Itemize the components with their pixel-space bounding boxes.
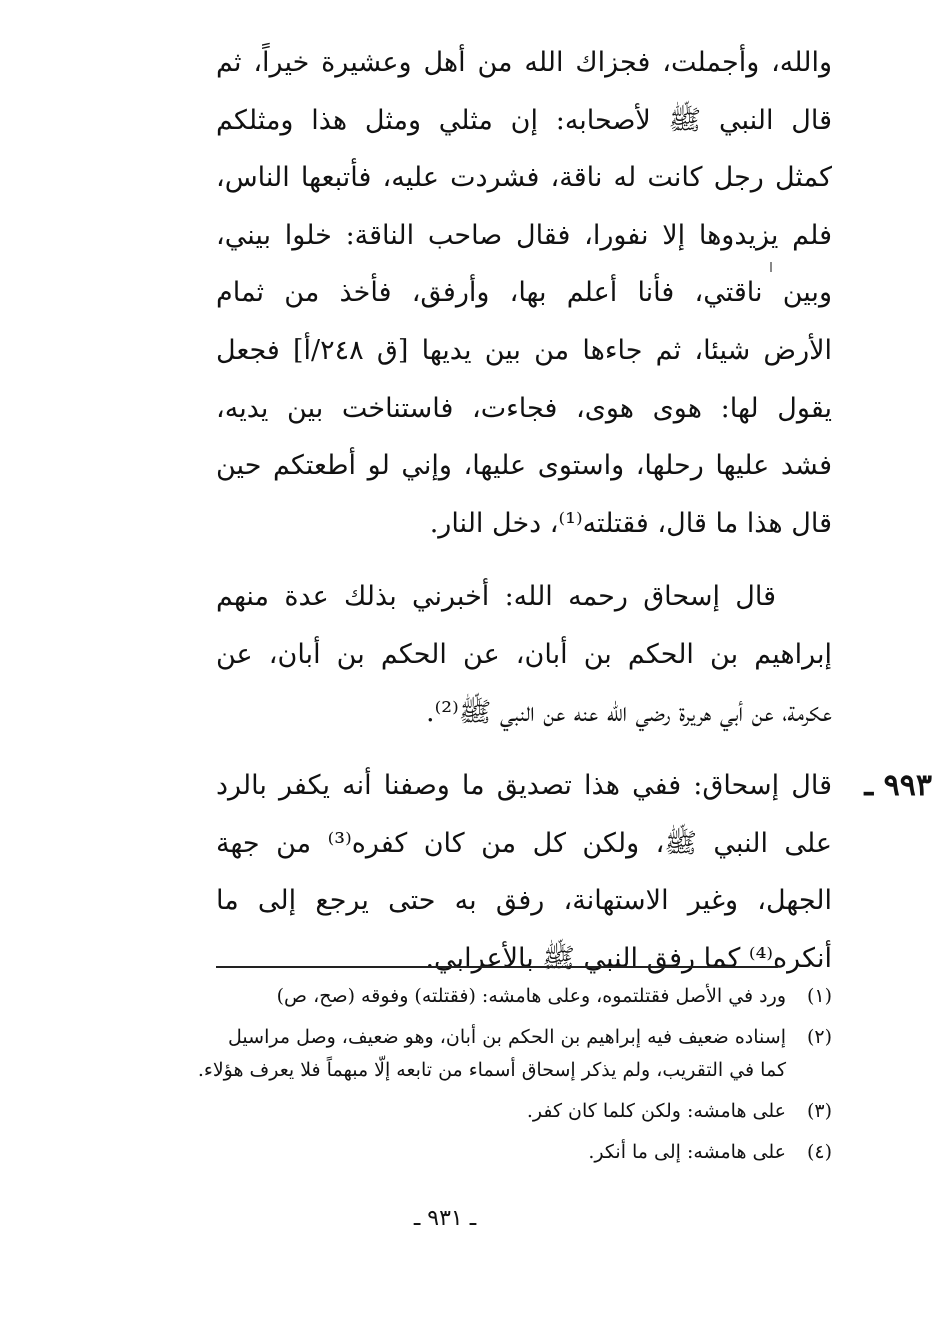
paragraph-2	[216, 568, 832, 741]
paragraph-1	[216, 34, 832, 552]
page-number: ـ ٩٣١ ـ	[413, 1206, 477, 1231]
footnote-number: (١)	[806, 985, 832, 1007]
footnote-divider	[216, 966, 778, 968]
main-text	[216, 34, 932, 988]
text-line: الأرض شيئا، ثم جاءها من بين يديها [ق ٢٤٨/أ] فجعل	[216, 334, 833, 366]
text-line: فشد عليها رحلها، واستوى عليها، وإني لو أطعتكم حين	[216, 450, 832, 482]
footnote-3	[108, 1095, 832, 1128]
footnote-4	[108, 1136, 832, 1169]
text-line: يقول لها: هوى هوى، فجاءت، فاستناخت بين يديه،	[216, 392, 832, 424]
text-line: عكرمة، عن أبي هريرة رضي الله عنه عن النبي ﷺ⁽²⁾.	[426, 696, 832, 728]
text-line: قال إسحاق رحمه الله: أخبرني بذلك عدة منهم	[216, 581, 776, 613]
footnote-text: ورد في الأصل فقتلتموه، وعلى هامشه: (فقتلته) وفوقه (صح، ص)	[276, 985, 786, 1007]
footnote-number: (٤)	[806, 1141, 832, 1163]
text-line: فلم يزيدوها إلا نفورا، فقال صاحب الناقة: خلوا بيني،	[216, 219, 832, 251]
footnote-text: كما في التقريب، ولم يذكر إسحاق أسماء من تابعه إلّا مبهماً فلا يعرف هؤلاء.	[197, 1059, 786, 1081]
footnotes	[108, 980, 832, 1177]
footnote-text: إسناده ضعيف فيه إبراهيم بن الحكم بن أبان، وهو ضعيف، وصل مراسيل	[228, 1026, 786, 1048]
text-line: على النبي ﷺ، ولكن كل من كان كفره⁽³⁾ من جهة	[216, 827, 832, 859]
text-line: وبين ناقتي، فأنا أعلم بها، وأرفق، فأخذ من ثمام	[216, 277, 832, 309]
text-line: أنكره⁽⁴⁾ كما رفق النبي ﷺ بالأعرابي.	[425, 942, 832, 974]
footnote-number: (٢)	[806, 1026, 832, 1048]
hadith-number: ٩٩٣ ـ	[864, 768, 932, 804]
footnote-text: على هامشه: ولكن كلما كان كفر.	[526, 1100, 786, 1122]
footnote-2	[108, 1021, 832, 1087]
text-line: قال النبي ﷺ لأصحابه: إن مثلي ومثل هذا ومثلكم	[216, 104, 832, 136]
text-line: الجهل، وغير الاستهانة، رفق به حتى يرجع إلى ما	[216, 885, 832, 917]
text-line: قال إسحاق: ففي هذا تصديق ما وصفنا أنه يكفر بالرد	[216, 770, 832, 802]
text-line: كمثل رجل كانت له ناقة، فشردت عليه، فأتبعها الناس،	[216, 162, 832, 194]
text-line: إبراهيم بن الحكم بن أبان، عن الحكم بن أبان، عن	[216, 638, 832, 670]
text-line: والله، وأجملت، فجزاك الله من أهل وعشيرة خيراً، ثم	[216, 47, 832, 78]
paragraph-3	[216, 757, 932, 987]
footnote-1	[108, 980, 832, 1013]
text-line: قال هذا ما قال، فقتلته⁽¹⁾، دخل النار.	[429, 507, 832, 539]
footnote-number: (٣)	[806, 1100, 832, 1122]
footnote-text: على هامشه: إلى ما أنكر.	[588, 1141, 786, 1163]
